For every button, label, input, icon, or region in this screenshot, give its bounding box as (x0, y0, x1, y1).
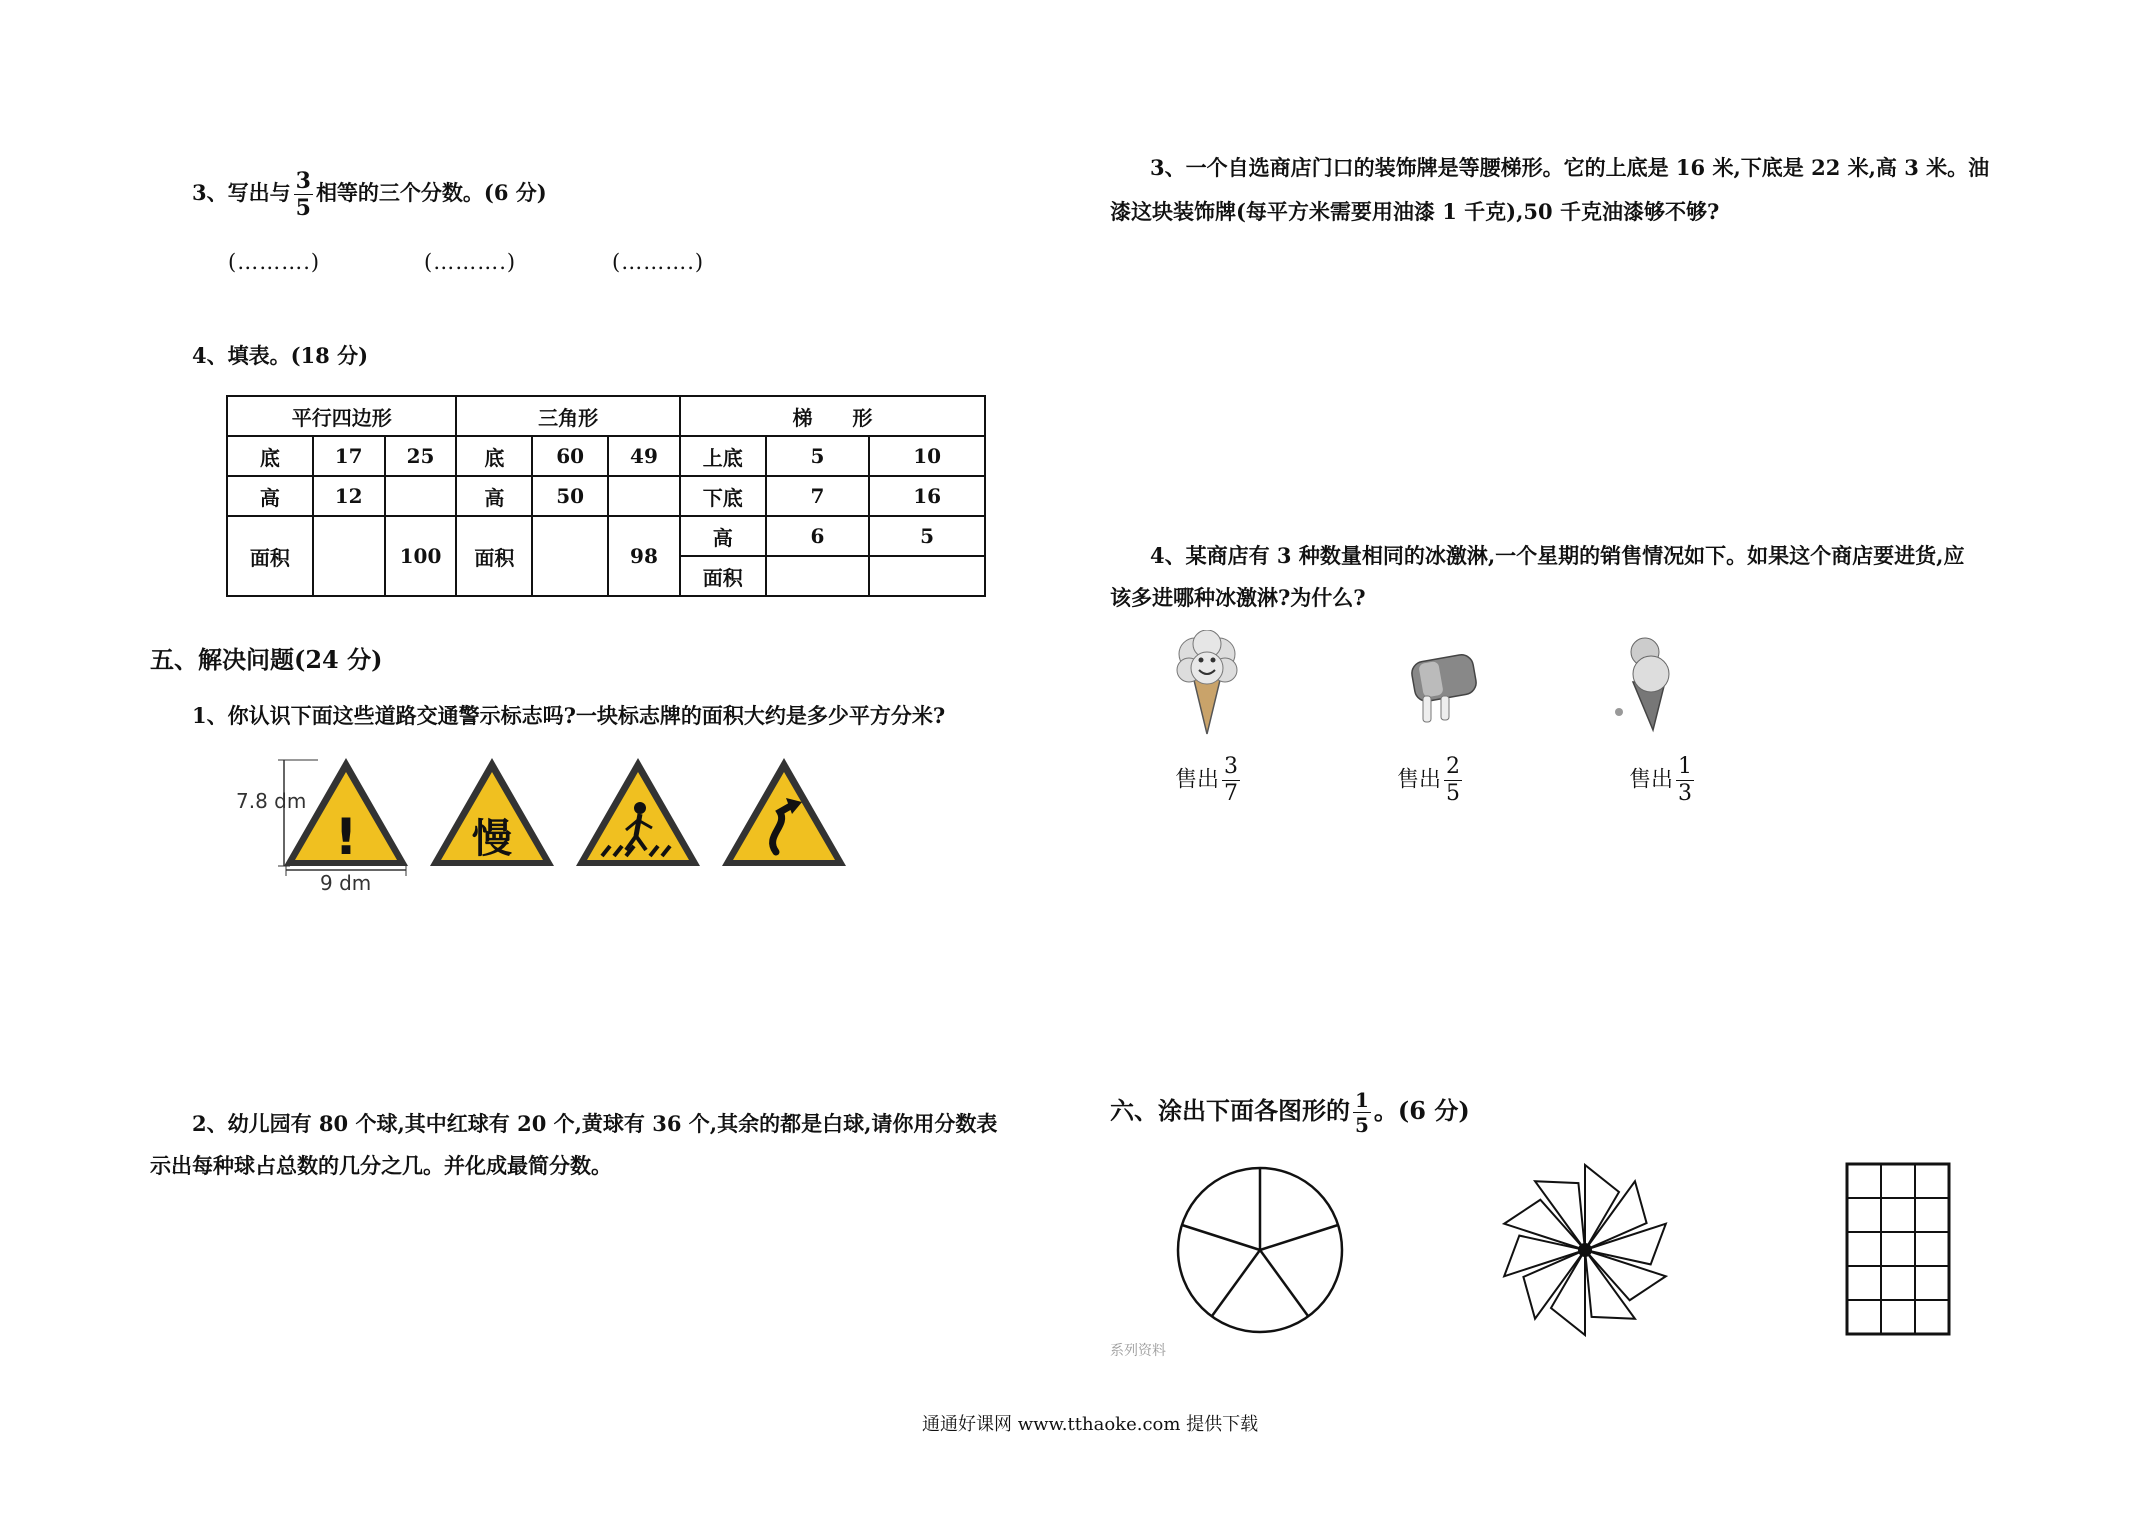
problem-4-line-1: 4、某商店有 3 种数量相同的冰激淋,一个星期的销售情况如下。如果这个商店要进货,应 (1150, 543, 1965, 568)
table-cell-blank[interactable] (532, 516, 608, 596)
fraction-denominator: 5 (1355, 1113, 1369, 1137)
table-cell: 5 (869, 516, 985, 556)
table-cell: 12 (313, 476, 385, 516)
table-cell: 面积 (227, 516, 313, 596)
table-cell: 底 (227, 436, 313, 476)
blank-text: (……….) (424, 250, 517, 274)
table-row (227, 476, 985, 516)
height-label: 7.8 dm (236, 789, 307, 813)
traffic-signs-figure (228, 752, 868, 892)
q3-prefix: 3、写出与 (192, 180, 291, 205)
table-cell: 10 (869, 436, 985, 476)
table-cell-blank[interactable] (313, 516, 385, 596)
table-cell: 49 (608, 436, 680, 476)
warning-sign-pedestrian-icon (576, 758, 700, 866)
ice-cream-double-scoop-icon (1615, 638, 1669, 730)
fraction-denominator: 5 (1446, 781, 1461, 806)
section-6-suffix: 。(6 分) (1373, 1096, 1470, 1125)
table-cell: 17 (313, 436, 385, 476)
table-cell: 25 (385, 436, 457, 476)
ice-cream-figures (1165, 630, 1705, 740)
fraction-1-3 (1676, 756, 1694, 805)
table-cell: 60 (532, 436, 608, 476)
table-cell: 高 (680, 516, 766, 556)
table-cell: 98 (608, 516, 680, 596)
problem-3-line-2: 漆这块装饰牌(每平方米需要用油漆 1 千克),50 千克油漆够不够? (1110, 199, 1720, 224)
table-cell: 高 (227, 476, 313, 516)
table-cell: 底 (456, 436, 532, 476)
sold-text: 售出 (1175, 767, 1220, 793)
base-label: 9 dm (320, 871, 372, 892)
blank-text: (……….) (228, 250, 321, 274)
question-4-fill-table: 4、填表。(18 分) (192, 343, 369, 368)
fraction-numerator: 1 (1678, 754, 1693, 779)
q3-suffix: 相等的三个分数。(6 分) (315, 180, 547, 205)
table-cell: 面积 (680, 556, 766, 596)
sold-text: 售出 (1397, 767, 1442, 793)
section-6-title (1110, 1090, 1470, 1135)
table-row (227, 516, 985, 556)
header-trapezoid: 梯 形 (680, 396, 985, 436)
ice-cream-popsicle-icon (1410, 653, 1478, 722)
circle-five-parts[interactable] (1170, 1160, 1350, 1340)
fraction-numerator: 1 (1355, 1088, 1369, 1112)
fraction-numerator: 3 (295, 168, 311, 194)
sold-text: 售出 (1629, 767, 1674, 793)
footer-credit: 通通好课网 www.tthaoke.com 提供下载 (922, 1414, 1259, 1435)
table-cell-blank[interactable] (385, 476, 457, 516)
answer-blank-2[interactable] (424, 250, 516, 274)
exclaim-glyph: ! (334, 808, 358, 866)
table-cell-blank[interactable] (608, 476, 680, 516)
sold-label-2 (1397, 756, 1465, 805)
table-cell: 6 (766, 516, 870, 556)
answer-blank-1[interactable] (228, 250, 320, 274)
fraction-denominator: 7 (1224, 781, 1239, 806)
problem-2-line-2: 示出每种球占总数的几分之几。并化成最简分数。 (150, 1153, 612, 1178)
sold-label-3 (1629, 756, 1697, 805)
ice-cream-cloud-cone-icon (1177, 630, 1237, 734)
answer-blank-3[interactable] (612, 250, 704, 274)
fraction-2-5 (1444, 756, 1462, 805)
table-cell: 5 (766, 436, 870, 476)
fraction-denominator: 5 (295, 195, 311, 221)
header-triangle: 三角形 (456, 396, 679, 436)
table-row (227, 436, 985, 476)
table-cell: 上底 (680, 436, 766, 476)
problem-1-text: 1、你认识下面这些道路交通警示标志吗?一块标志牌的面积大约是多少平方分米? (192, 703, 946, 728)
table-cell: 7 (766, 476, 870, 516)
table-header-row (227, 396, 985, 436)
section-5-title: 五、解决问题(24 分) (150, 645, 383, 674)
header-parallelogram: 平行四边形 (227, 396, 456, 436)
fraction-3-5 (294, 170, 313, 219)
fraction-3-7 (1222, 756, 1240, 805)
table-cell: 50 (532, 476, 608, 516)
blank-text: (……….) (612, 250, 705, 274)
warning-sign-curve-icon (722, 758, 846, 866)
slow-glyph: 慢 (472, 816, 512, 862)
table-cell: 100 (385, 516, 457, 596)
pinwheel-figure[interactable] (1490, 1155, 1680, 1345)
table-cell-blank[interactable] (766, 556, 870, 596)
area-table (226, 395, 986, 597)
fraction-numerator: 2 (1446, 754, 1461, 779)
section-6-prefix: 六、涂出下面各图形的 (1110, 1096, 1350, 1125)
sold-label-1 (1175, 756, 1243, 805)
fraction-1-5 (1353, 1090, 1371, 1135)
table-cell: 面积 (456, 516, 532, 596)
question-3-fraction (192, 170, 547, 219)
table-cell: 下底 (680, 476, 766, 516)
warning-sign-slow-icon (430, 758, 554, 866)
table-cell: 高 (456, 476, 532, 516)
fraction-denominator: 3 (1678, 781, 1693, 806)
grid-figure[interactable] (1845, 1162, 1955, 1340)
problem-4-line-2: 该多进哪种冰激淋?为什么? (1110, 585, 1366, 610)
problem-3-line-1: 3、一个自选商店门口的装饰牌是等腰梯形。它的上底是 16 米,下底是 22 米,高 3 米。油 (1150, 155, 1990, 180)
table-cell-blank[interactable] (869, 556, 985, 596)
problem-2-line-1: 2、幼儿园有 80 个球,其中红球有 20 个,黄球有 36 个,其余的都是白球,请你用分数表 (192, 1111, 998, 1136)
fraction-numerator: 3 (1224, 754, 1239, 779)
table-cell: 16 (869, 476, 985, 516)
small-note: 系列资料 (1110, 1343, 1166, 1359)
